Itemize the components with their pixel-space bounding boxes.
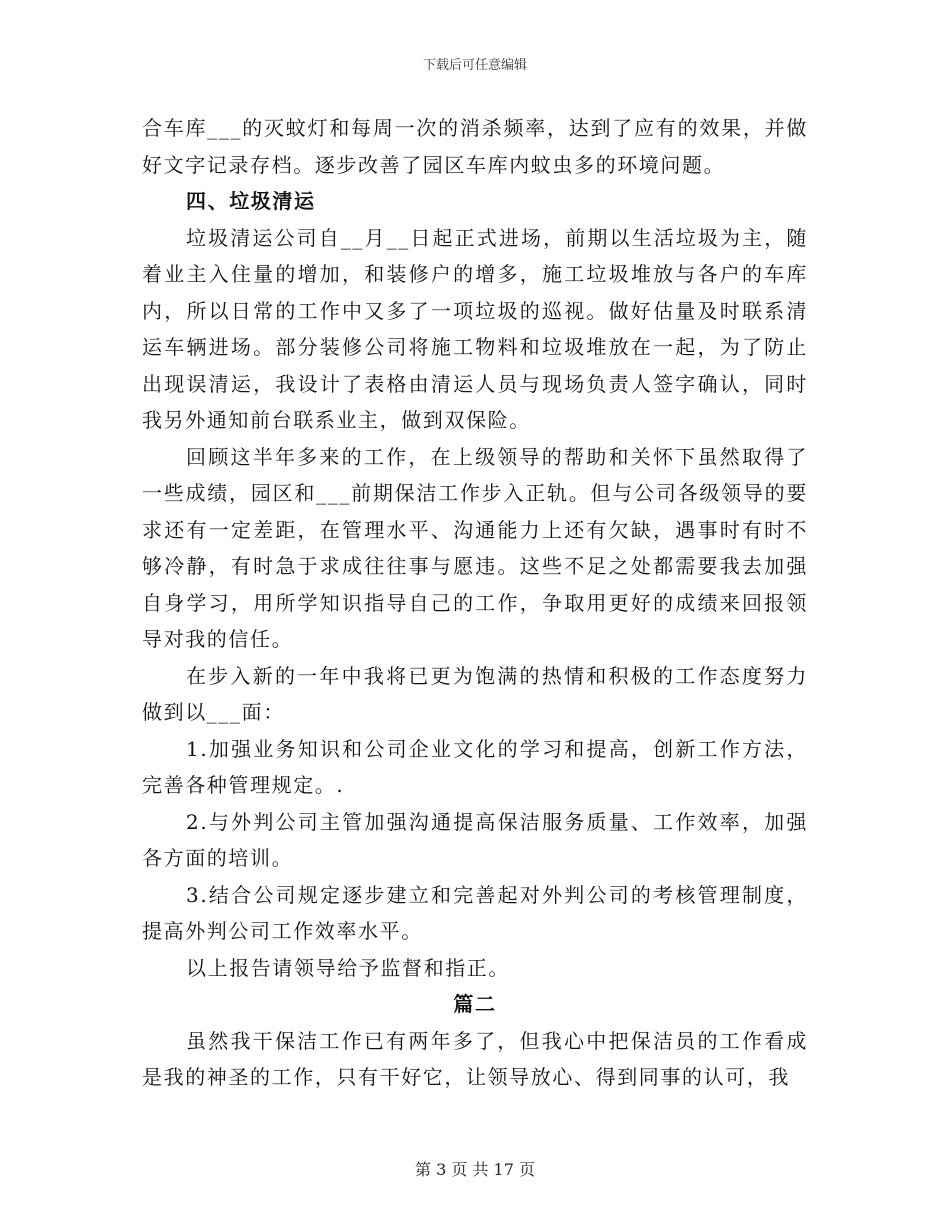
page-header: 下载后可任意编辑	[422, 58, 527, 73]
page-footer: 第 3 页 共 17 页	[415, 1160, 535, 1179]
paragraph-closing: 以上报告请领导给予监督和指正。	[186, 955, 510, 980]
paragraph-mosquito-control: 合车库___的灭蚊灯和每周一次的消杀频率，达到了应有的效果，并做好文字记录存档。逐步改善了园区车库内蚊虫多的环境问题。	[142, 116, 808, 177]
section-heading-garbage: 四、垃圾清运	[186, 189, 316, 213]
section-title-part-two: 篇二	[453, 992, 497, 1016]
paragraph-garbage-removal: 垃圾清运公司自__月__日起正式进场，前期以生活垃圾为主，随着业主入住量的增加，和装修户的增多，施工垃圾堆放与各户的车库内，所以日常的工作中又多了一项垃圾的巡视。做好估量及时联系清运车辆进场。部分装修公司将施工物料和垃圾堆放在一起，为了防止出现误清运，我设计了表格由清运人员与现场负责人签字确认，同时我另外通知前台联系业主，做到双保险。	[142, 225, 808, 432]
list-item-3: 3.结合公司规定逐步建立和完善起对外判公司的考核管理制度，提高外判公司工作效率水平。	[142, 882, 808, 943]
list-item-2: 2.与外判公司主管加强沟通提高保洁服务质量、工作效率，加强各方面的培训。	[142, 809, 808, 870]
paragraph-review: 回顾这半年多来的工作，在上级领导的帮助和关怀下虽然取得了一些成绩，园区和___前期保洁工作步入正轨。但与公司各级领导的要求还有一定差距，在管理水平、沟通能力上还有欠缺，遇事时有时不够冷静，有时急于求成往往事与愿违。这些不足之处都需要我去加强自身学习，用所学知识指导自己的工作，争取用更好的成绩来回报领导对我的信任。	[142, 444, 808, 651]
paragraph-part-two-intro: 虽然我干保洁工作已有两年多了，但我心中把保洁员的工作看成是我的神圣的工作，只有干好它，让领导放心、得到同事的认可，我	[142, 1028, 808, 1089]
list-item-1: 1.加强业务知识和公司企业文化的学习和提高，创新工作方法，完善各种管理规定。.	[142, 736, 808, 797]
paragraph-new-year: 在步入新的一年中我将已更为饱满的热情和积极的工作态度努力做到以___面：	[142, 663, 808, 724]
document-body	[142, 110, 808, 1096]
